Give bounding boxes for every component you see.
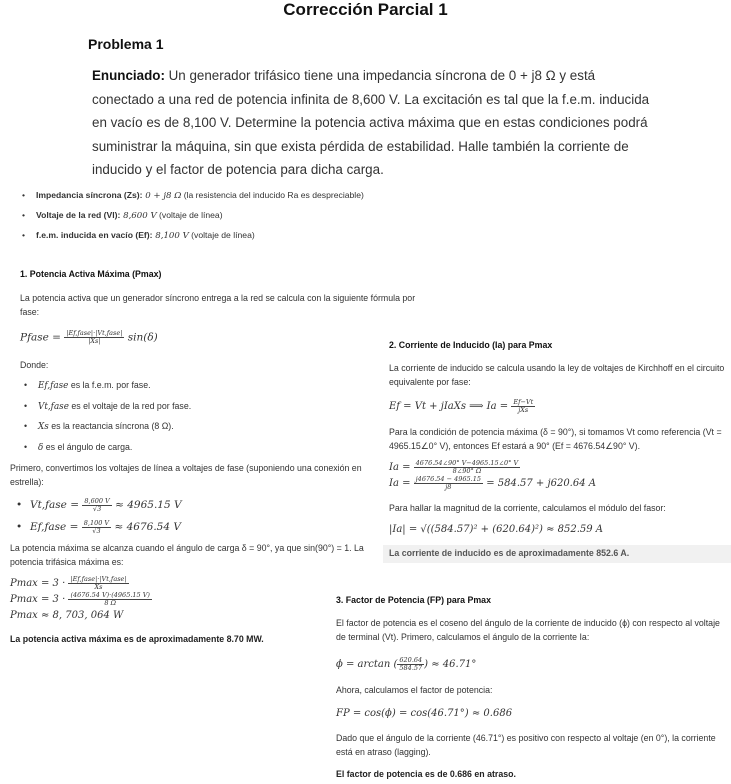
section3-intro: El factor de potencia es el coseno del ángulo de la corriente de inducido (ϕ) con respecto al voltaje de terminal (Vt). Primero, calculamos el ángulo de la corriente Ia: (336, 618, 720, 642)
section2-intro: La corriente de inducido se calcula usando la ley de voltajes de Kirchhoff en el circuito equivalente por fase: (389, 363, 725, 387)
conversion-text: Primero, convertimos los voltajes de línea a voltajes de fase (suponiendo una conexión en estrella): (10, 463, 362, 487)
power-formula: Pfase = $\frac{\text{|Ef,fase|·|Vt,fase|}}{|Xs|}$ sin(δ) (20, 329, 158, 345)
list-item: • Impedancia síncrona (Zs): 0 + j8 Ω (la resistencia del inducido Ra es despreciable) (22, 190, 364, 201)
section1-heading: 1. Potencia Activa Máxima (Pmax) (20, 269, 162, 279)
magnitude-eq: |Ia| = √((584.57)² + (620.64)²) ≈ 852.59 A (389, 524, 604, 535)
donde-label: Donde: (20, 360, 49, 370)
list-item: • Vt,fase es el voltaje de la red por fase. (24, 400, 192, 412)
section3-heading: 3. Factor de Potencia (FP) para Pmax (336, 595, 491, 605)
list-item: • Voltaje de la red (Vl): 8,600 V (voltaje de línea) (22, 210, 223, 221)
list-item: • f.e.m. inducida en vacío (Ef): 8,100 V (voltaje de línea) (22, 230, 255, 241)
phi-eq: ϕ = arctan ( $\frac{620.64}{584.57}$ ) ≈ 46.71° (336, 656, 477, 672)
section2-heading: 2. Corriente de Inducido (Ia) para Pmax (389, 340, 553, 350)
fp-eq: FP = cos(ϕ) = cos(46.71°) ≈ 0.686 (336, 708, 513, 719)
dado-text: Dado que el ángulo de la corriente (46.71°) es positivo con respecto al voltaje (en 0°), la corriente está en atraso (lagging). (336, 733, 716, 757)
problem-statement (92, 64, 652, 182)
ahora-text: Ahora, calculamos el factor de potencia: (336, 685, 493, 695)
statement-text: Un generador trifásico tiene una impedancia síncrona de 0 + j8 Ω y está conectado a una red de potencia infinita de 8,600 V. La excitación es tal que la f.e.m. inducida en vacío es de 8,100 V. Determine la potencia activa máxima que en estas condiciones podrá suministrar la máquina, sin que exista pérdida de estabilidad. Halle también la corriente de inducido y el factor de potencia para dicha carga. (92, 68, 650, 178)
ia-eqs: Ia = $\frac{4676.54\angle 90^\circ V-4965.15\angle 0^\circ V}{8\angle 90^\circ \Omega}$ Ia = $\frac{j4676.54 - 4965.15}{j8}$ = 584.57 + j620.64 A (389, 459, 596, 491)
section2-result: La corriente de inducido es de aproximadamente 852.6 A. (383, 545, 731, 563)
statement-label: Enunciado: (92, 68, 165, 83)
section3-result: El factor de potencia es de 0.686 en atraso. (336, 769, 516, 779)
list-item: • Ef,fase es la f.e.m. por fase. (24, 380, 151, 391)
page-title: Corrección Parcial 1 (283, 0, 448, 19)
problem-heading: Problema 1 (88, 36, 164, 52)
condition-text: Para la condición de potencia máxima (δ = 90°), si tomamos Vt como referencia (Vt = 4965.15∠0° V), entonces Ef estará a 90° (Ef = 4676.54∠90° V). (389, 427, 722, 451)
kvl-eq: Ef = Vt + jIaXs ⟹ Ia = $\frac{Ef-Vt}{\text{jXs}}$ (389, 398, 534, 414)
max-text: La potencia máxima se alcanza cuando el ángulo de carga δ = 90°, ya que sin(90°) = 1. La potencia trifásica máxima es: (10, 543, 364, 567)
list-item: • δ es el ángulo de carga. (24, 441, 133, 453)
pmax-eqs: Pmax = 3 · $\frac{\text{|Ef,fase|·|Vt,fase|}}{Xs}$ Pmax = 3 · $\frac{(4676.54 V)\cdot(4965.15 V)}{8 \Omega}$ Pmax ≈ 8, 703, 064 W (10, 575, 150, 621)
section1-intro: La potencia activa que un generador síncrono entrega a la red se calcula con la siguiente fórmula por fase: (20, 293, 416, 317)
magnitude-text: Para hallar la magnitud de la corriente, calculamos el módulo del fasor: (389, 503, 666, 513)
conversion-eqs: • Vt,fase = $\frac{8,600 V}{√3}$ ≈ 4965.15 V • Ef,fase = $\frac{8,100 V}{√3}$ ≈ 4676.54 V (16, 496, 182, 535)
section1-result: La potencia activa máxima es de aproximadamente 8.70 MW. (10, 634, 264, 644)
definitions-list (24, 376, 191, 458)
list-item: • Xs es la reactancia síncrona (8 Ω). (24, 421, 174, 432)
givens-list (22, 186, 364, 246)
